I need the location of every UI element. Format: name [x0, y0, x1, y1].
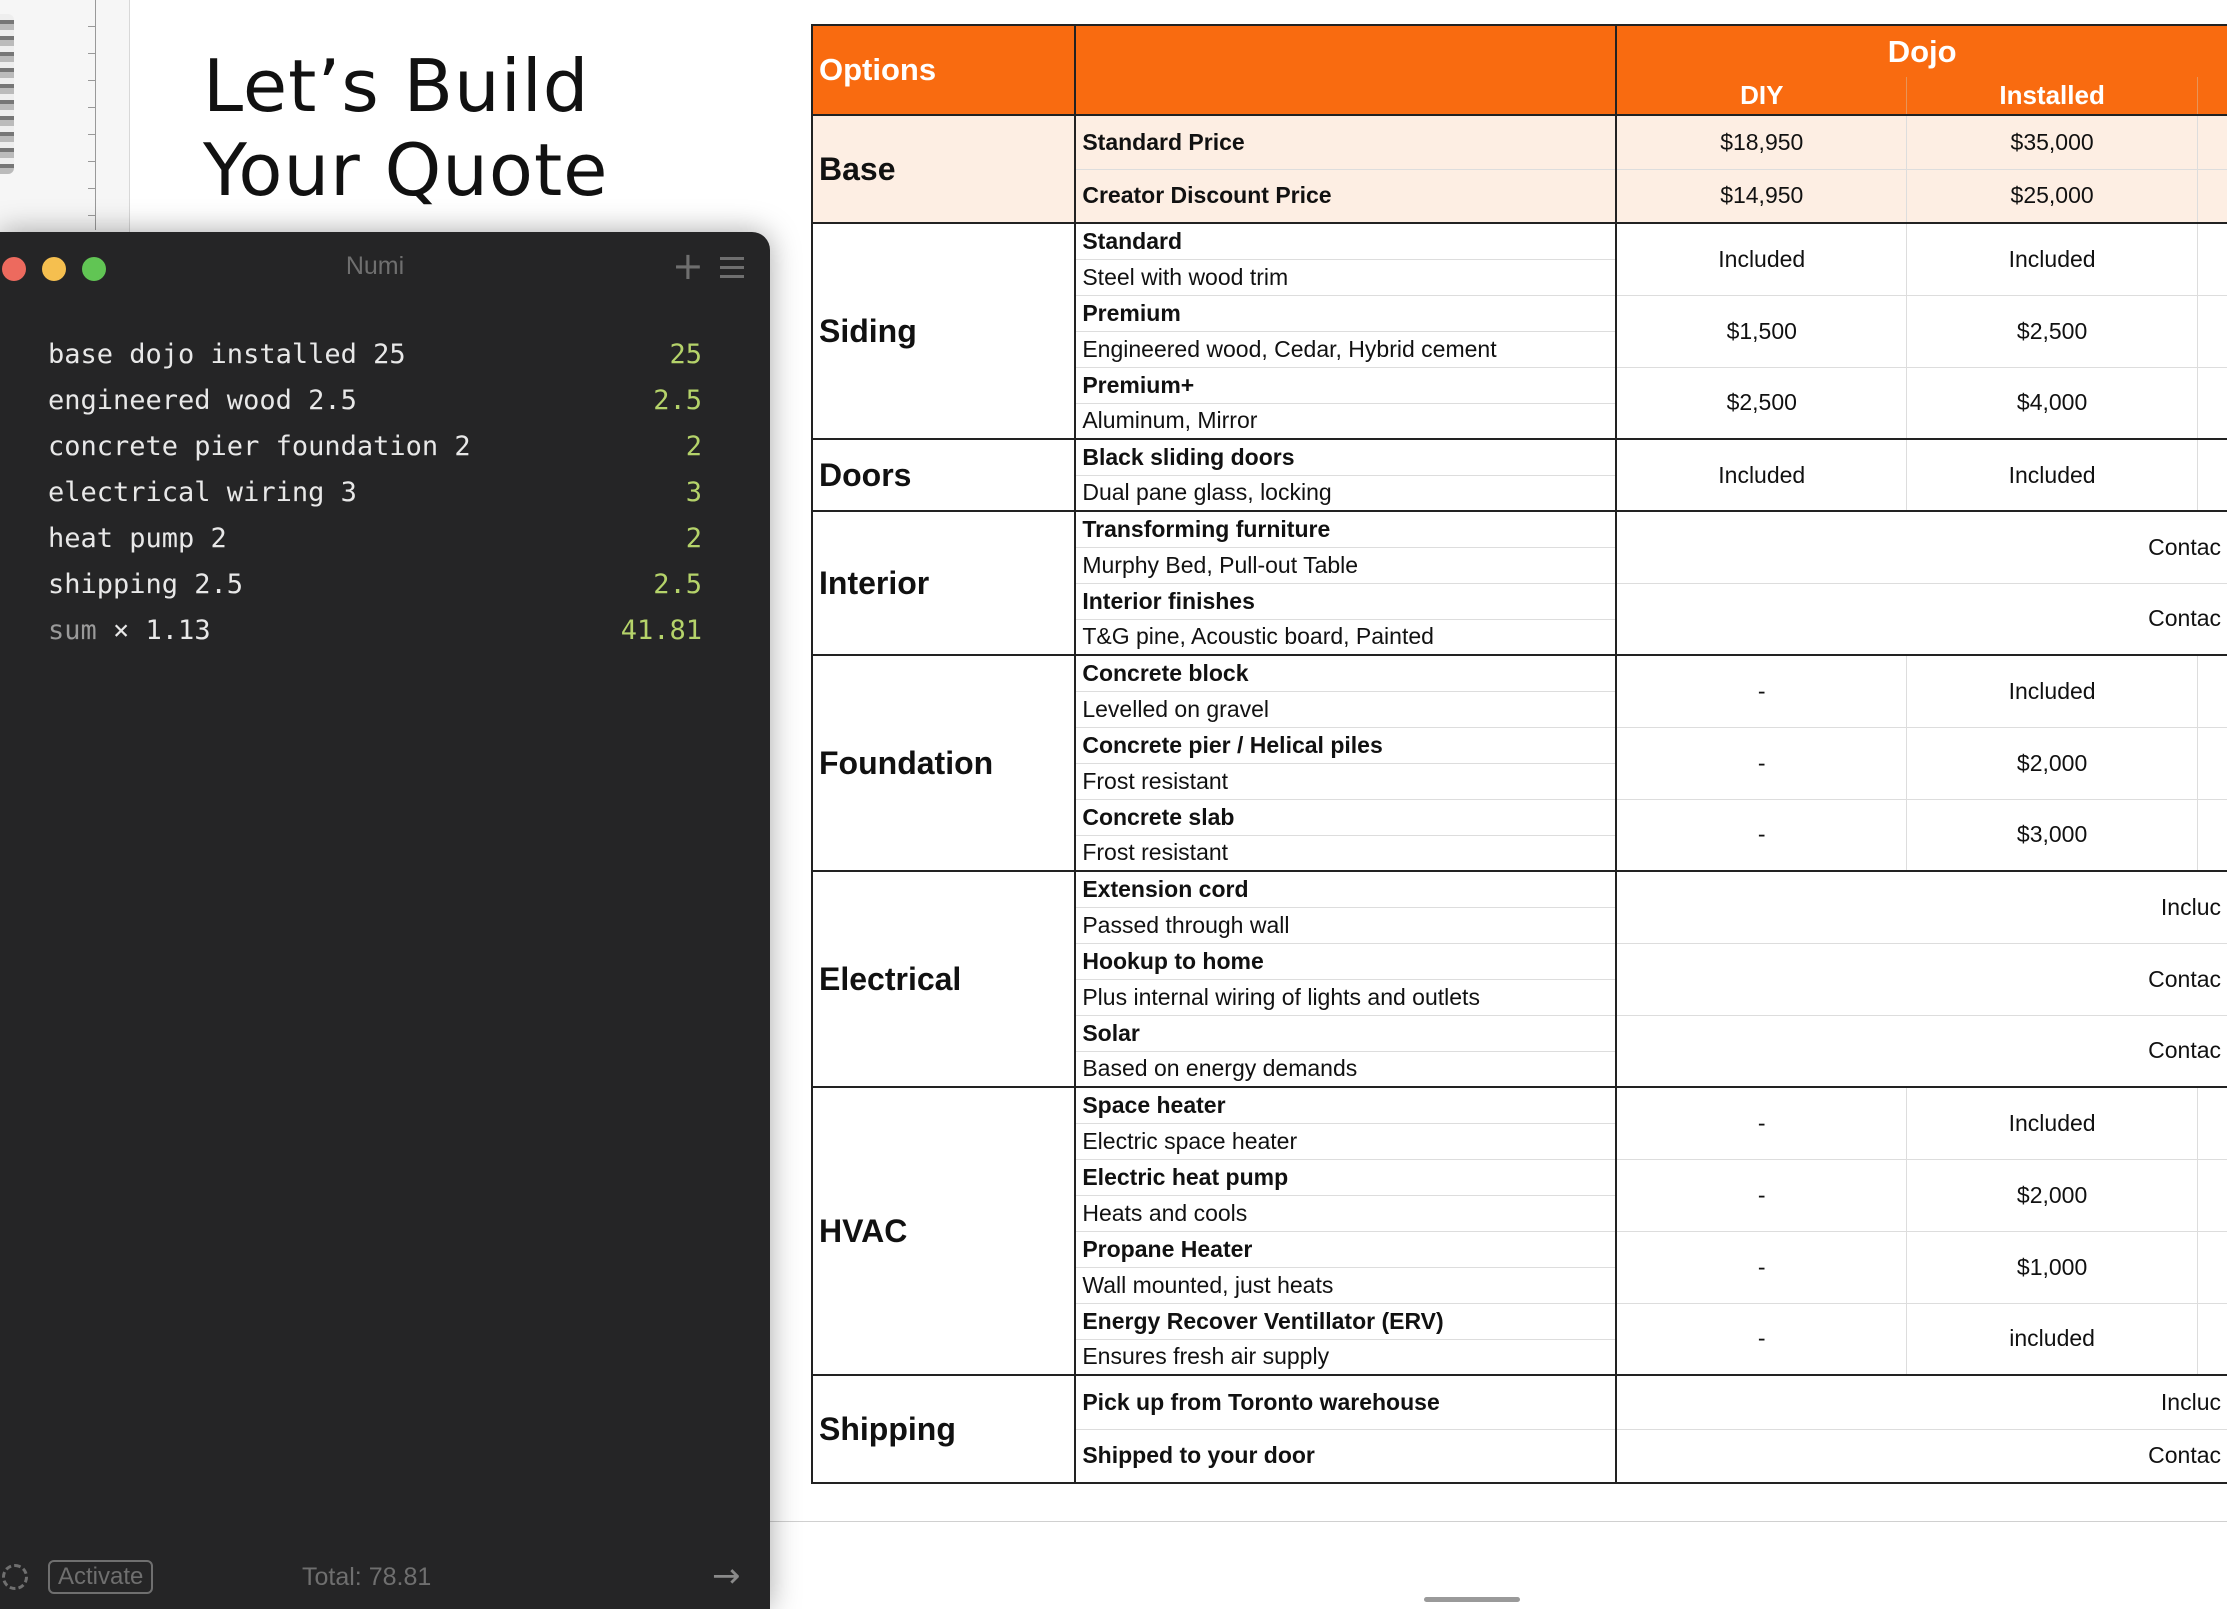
section-foundation: Foundation	[812, 655, 1075, 871]
option-desc: Plus internal wiring of lights and outlets	[1075, 979, 1616, 1015]
option-title: Premium+	[1075, 367, 1616, 403]
option-desc: Electric space heater	[1075, 1123, 1616, 1159]
calc-result: 2	[685, 431, 702, 462]
slide-thumbnail[interactable]	[0, 14, 14, 174]
option-title: Solar	[1075, 1015, 1616, 1051]
merged-value: Incluc	[1616, 871, 2227, 943]
extra-cell	[2198, 1303, 2227, 1375]
calc-result: 2.5	[653, 385, 702, 416]
option-desc: Engineered wood, Cedar, Hybrid cement	[1075, 331, 1616, 367]
slide-thumbnail-strip	[0, 0, 130, 240]
section-hvac: HVAC	[812, 1087, 1075, 1375]
section-siding: Siding	[812, 223, 1075, 439]
extra-cell	[2198, 367, 2227, 439]
option-desc: Dual pane glass, locking	[1075, 475, 1616, 511]
option-title: Electric heat pump	[1075, 1159, 1616, 1195]
extra-cell	[2198, 223, 2227, 295]
diy-value: -	[1616, 655, 1906, 727]
option-title: Premium	[1075, 295, 1616, 331]
hamburger-menu-icon[interactable]	[720, 257, 744, 284]
arrow-right-icon[interactable]: →	[712, 1556, 741, 1596]
extra-cell	[2198, 655, 2227, 727]
header-installed: Installed	[1907, 77, 2198, 115]
header-product: Dojo	[1616, 25, 2227, 77]
calc-line[interactable]	[48, 378, 702, 424]
header-extra	[2198, 77, 2227, 115]
scroll-indicator[interactable]	[1424, 1597, 1520, 1602]
calc-result: 41.81	[620, 615, 702, 646]
section-interior: Interior	[812, 511, 1075, 655]
merged-value: Contac	[1616, 583, 2227, 655]
merged-value: Contac	[1616, 1429, 2227, 1483]
diy-value: -	[1616, 727, 1906, 799]
option-desc: Based on energy demands	[1075, 1051, 1616, 1087]
extra-cell	[2198, 115, 2227, 169]
section-electrical: Electrical	[812, 871, 1075, 1087]
merged-value: Contac	[1616, 1015, 2227, 1087]
option-desc: Murphy Bed, Pull-out Table	[1075, 547, 1616, 583]
diy-value: $14,950	[1616, 169, 1906, 223]
option-label: Standard Price	[1075, 115, 1616, 169]
extra-cell	[2198, 727, 2227, 799]
installed-value: $2,000	[1907, 727, 2198, 799]
diy-value: $18,950	[1616, 115, 1906, 169]
header-diy: DIY	[1616, 77, 1906, 115]
extra-cell	[2198, 295, 2227, 367]
calc-line[interactable]	[48, 332, 702, 378]
extra-cell	[2198, 169, 2227, 223]
calc-line[interactable]	[48, 516, 702, 562]
installed-value: $35,000	[1907, 115, 2198, 169]
sum-operand: × 1.13	[96, 615, 211, 646]
installed-value: Included	[1907, 1087, 2198, 1159]
calc-expression[interactable]: base dojo installed 25	[48, 339, 406, 370]
option-desc: Ensures fresh air supply	[1075, 1339, 1616, 1375]
section-shipping: Shipping	[812, 1375, 1075, 1483]
installed-value: $4,000	[1907, 367, 2198, 439]
merged-value: Contac	[1616, 943, 2227, 1015]
diy-value: -	[1616, 799, 1906, 871]
plus-icon[interactable]: +	[672, 244, 704, 288]
installed-value: $25,000	[1907, 169, 2198, 223]
diy-value: -	[1616, 1231, 1906, 1303]
quote-table	[811, 24, 2227, 1484]
option-title: Standard	[1075, 223, 1616, 259]
calc-result: 25	[669, 339, 702, 370]
slide-bottom-divider	[770, 1521, 2227, 1522]
calc-sum-line[interactable]	[48, 608, 702, 654]
option-title: Propane Heater	[1075, 1231, 1616, 1267]
option-desc: Wall mounted, just heats	[1075, 1267, 1616, 1303]
option-title: Concrete slab	[1075, 799, 1616, 835]
numi-window[interactable]	[0, 232, 770, 1609]
gear-icon[interactable]	[2, 1564, 28, 1590]
installed-value: $2,000	[1907, 1159, 2198, 1231]
calc-expression[interactable]: engineered wood 2.5	[48, 385, 357, 416]
section-base: Base	[812, 115, 1075, 223]
installed-value: $1,000	[1907, 1231, 2198, 1303]
extra-cell	[2198, 799, 2227, 871]
calc-result: 2.5	[653, 569, 702, 600]
numi-footer	[0, 1552, 770, 1602]
option-desc: Aluminum, Mirror	[1075, 403, 1616, 439]
option-title: Transforming furniture	[1075, 511, 1616, 547]
option-title: Energy Recover Ventillator (ERV)	[1075, 1303, 1616, 1339]
diy-value: -	[1616, 1303, 1906, 1375]
activate-button[interactable]: Activate	[48, 1560, 153, 1594]
extra-cell	[2198, 1231, 2227, 1303]
option-desc: Frost resistant	[1075, 763, 1616, 799]
calc-result: 3	[685, 477, 702, 508]
extra-cell	[2198, 1087, 2227, 1159]
diy-value: Included	[1616, 223, 1906, 295]
calc-expression[interactable]: concrete pier foundation 2	[48, 431, 471, 462]
installed-value: Included	[1907, 655, 2198, 727]
ruler	[88, 0, 96, 230]
total-label: Total: 78.81	[302, 1563, 432, 1591]
calc-line[interactable]	[48, 562, 702, 608]
option-desc: Steel with wood trim	[1075, 259, 1616, 295]
installed-value: $2,500	[1907, 295, 2198, 367]
calc-line[interactable]	[48, 470, 702, 516]
section-doors: Doors	[812, 439, 1075, 511]
option-desc: T&G pine, Acoustic board, Painted	[1075, 619, 1616, 655]
option-title: Concrete pier / Helical piles	[1075, 727, 1616, 763]
diy-value: $2,500	[1616, 367, 1906, 439]
option-title: Black sliding doors	[1075, 439, 1616, 475]
diy-value: Included	[1616, 439, 1906, 511]
calc-line[interactable]	[48, 424, 702, 470]
merged-value: Contac	[1616, 511, 2227, 583]
option-label: Creator Discount Price	[1075, 169, 1616, 223]
installed-value: included	[1907, 1303, 2198, 1375]
extra-cell	[2198, 439, 2227, 511]
window-title: Numi	[345, 252, 405, 280]
diy-value: $1,500	[1616, 295, 1906, 367]
calc-expression[interactable]: heat pump 2	[48, 523, 227, 554]
installed-value: Included	[1907, 223, 2198, 295]
calc-result: 2	[685, 523, 702, 554]
option-title: Concrete block	[1075, 655, 1616, 691]
option-title: Space heater	[1075, 1087, 1616, 1123]
installed-value: $3,000	[1907, 799, 2198, 871]
option-desc: Passed through wall	[1075, 907, 1616, 943]
option-title: Hookup to home	[1075, 943, 1616, 979]
option-label: Pick up from Toronto warehouse	[1075, 1375, 1616, 1429]
option-desc: Heats and cools	[1075, 1195, 1616, 1231]
extra-cell	[2198, 1159, 2227, 1231]
header-option-spacer	[1075, 25, 1616, 115]
calculation-editor[interactable]	[48, 332, 702, 654]
option-title: Interior finishes	[1075, 583, 1616, 619]
option-desc: Frost resistant	[1075, 835, 1616, 871]
calc-expression[interactable]: shipping 2.5	[48, 569, 244, 600]
option-desc: Levelled on gravel	[1075, 691, 1616, 727]
sum-keyword: sum	[48, 615, 97, 646]
installed-value: Included	[1907, 439, 2198, 511]
calc-expression[interactable]: electrical wiring 3	[48, 477, 357, 508]
diy-value: -	[1616, 1159, 1906, 1231]
diy-value: -	[1616, 1087, 1906, 1159]
option-label: Shipped to your door	[1075, 1429, 1616, 1483]
calc-expression[interactable]	[48, 608, 211, 654]
merged-value: Incluc	[1616, 1375, 2227, 1429]
option-title: Extension cord	[1075, 871, 1616, 907]
slide-title: Let’s Build Your Quote	[203, 44, 609, 212]
header-options: Options	[812, 25, 1075, 115]
